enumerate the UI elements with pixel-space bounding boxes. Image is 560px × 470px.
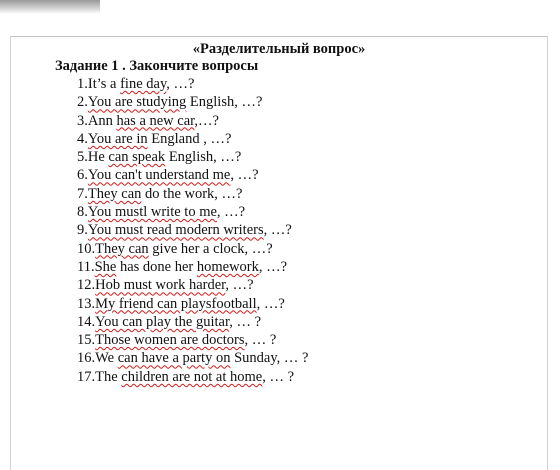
- task-number: 7.: [77, 185, 88, 202]
- spellcheck-flagged-text: You must read modern writers: [87, 222, 264, 239]
- task-number: 9.: [77, 222, 88, 239]
- spellcheck-flagged-text: You are in: [87, 130, 148, 147]
- task-item: [77, 368, 308, 386]
- spellcheck-flagged-text: Those women are doctors: [95, 332, 245, 349]
- task-item: [77, 258, 308, 276]
- task-number: 10.: [77, 240, 96, 257]
- task-number: 14.: [77, 313, 96, 330]
- task-text: do the work, …?: [141, 185, 243, 202]
- task-text: , …?: [166, 76, 195, 92]
- spellcheck-flagged-text: You are studying: [87, 94, 187, 111]
- spellcheck-flagged-text: fine day: [120, 76, 167, 92]
- task-number: 1.: [77, 76, 88, 92]
- task-item: [77, 221, 308, 239]
- task-item: [77, 93, 308, 111]
- spellcheck-flagged-text: You can't understand me: [87, 167, 231, 184]
- task-item: [77, 313, 308, 331]
- task-item: [77, 331, 308, 349]
- task-text: We: [95, 350, 118, 367]
- task-text: He: [87, 149, 109, 166]
- task-text: , … ?: [244, 332, 277, 349]
- task-item: [77, 185, 308, 203]
- task-number: 6.: [77, 167, 88, 184]
- document-title: «Разделительный вопрос»: [192, 41, 366, 57]
- task-text: , …?: [263, 222, 292, 239]
- task-item: [77, 295, 308, 313]
- task-text: , … ?: [229, 313, 261, 330]
- task-item: [77, 75, 308, 93]
- task-number: 4.: [77, 130, 88, 147]
- task-text: Ann: [87, 112, 117, 129]
- task-item: [77, 130, 308, 148]
- task-number: 13.: [77, 295, 96, 312]
- spellcheck-flagged-text: You can play the guitar: [95, 313, 230, 330]
- task-item: [77, 349, 308, 367]
- spellcheck-flagged-text: children are not at home: [121, 368, 263, 385]
- task-text: England , …?: [147, 130, 232, 147]
- spellcheck-flagged-text: You mustl write to me: [87, 204, 217, 221]
- task-item: [77, 203, 308, 221]
- task-number: 17.: [77, 368, 96, 385]
- task-item: [77, 276, 308, 294]
- spellcheck-flagged-text: can have a party on: [117, 350, 231, 367]
- task-text: English, …?: [165, 149, 242, 166]
- task-text: The: [95, 368, 122, 385]
- task-number: 15.: [77, 332, 96, 349]
- task-number: 16.: [77, 350, 96, 367]
- task-number: 3.: [77, 112, 88, 129]
- task-item: [77, 166, 308, 184]
- spellcheck-flagged-text: My friend can playsfootball: [95, 295, 257, 312]
- task-heading: Задание 1 . Закончите вопросы: [55, 58, 259, 74]
- task-text: , …?: [216, 204, 246, 221]
- task-number: 11.: [77, 258, 95, 275]
- task-item: [77, 148, 308, 166]
- task-text: English, …?: [186, 94, 263, 111]
- task-text: , … ?: [262, 368, 295, 385]
- spellcheck-flagged-text: homework: [196, 258, 259, 275]
- task-text: give her a clock, …?: [148, 240, 273, 257]
- task-text: Sunday, … ?: [230, 350, 309, 367]
- document-page: [10, 36, 548, 470]
- spellcheck-flagged-text: has a new car: [116, 112, 195, 129]
- window-shadow: [0, 0, 100, 14]
- spellcheck-flagged-text: She: [94, 258, 117, 275]
- task-item: [77, 112, 308, 130]
- task-text: ,…?: [194, 112, 219, 129]
- task-number: 2.: [77, 94, 88, 111]
- spellcheck-flagged-text: They can: [95, 240, 149, 257]
- task-text: , …?: [258, 258, 288, 275]
- task-number: 8.: [77, 204, 88, 221]
- task-text: has done her: [116, 258, 197, 275]
- task-number: 12.: [77, 277, 96, 294]
- task-list: [77, 75, 308, 386]
- task-text: , …?: [225, 277, 254, 294]
- task-text: It’s a: [87, 76, 121, 92]
- task-text: , …?: [256, 295, 285, 312]
- task-number: 5.: [77, 149, 88, 166]
- task-item: [77, 240, 308, 258]
- spellcheck-flagged-text: can speak: [108, 149, 166, 166]
- spellcheck-flagged-text: They can: [87, 185, 142, 202]
- task-text: , …?: [230, 167, 259, 184]
- spellcheck-flagged-text: Hob must work harder: [95, 277, 226, 294]
